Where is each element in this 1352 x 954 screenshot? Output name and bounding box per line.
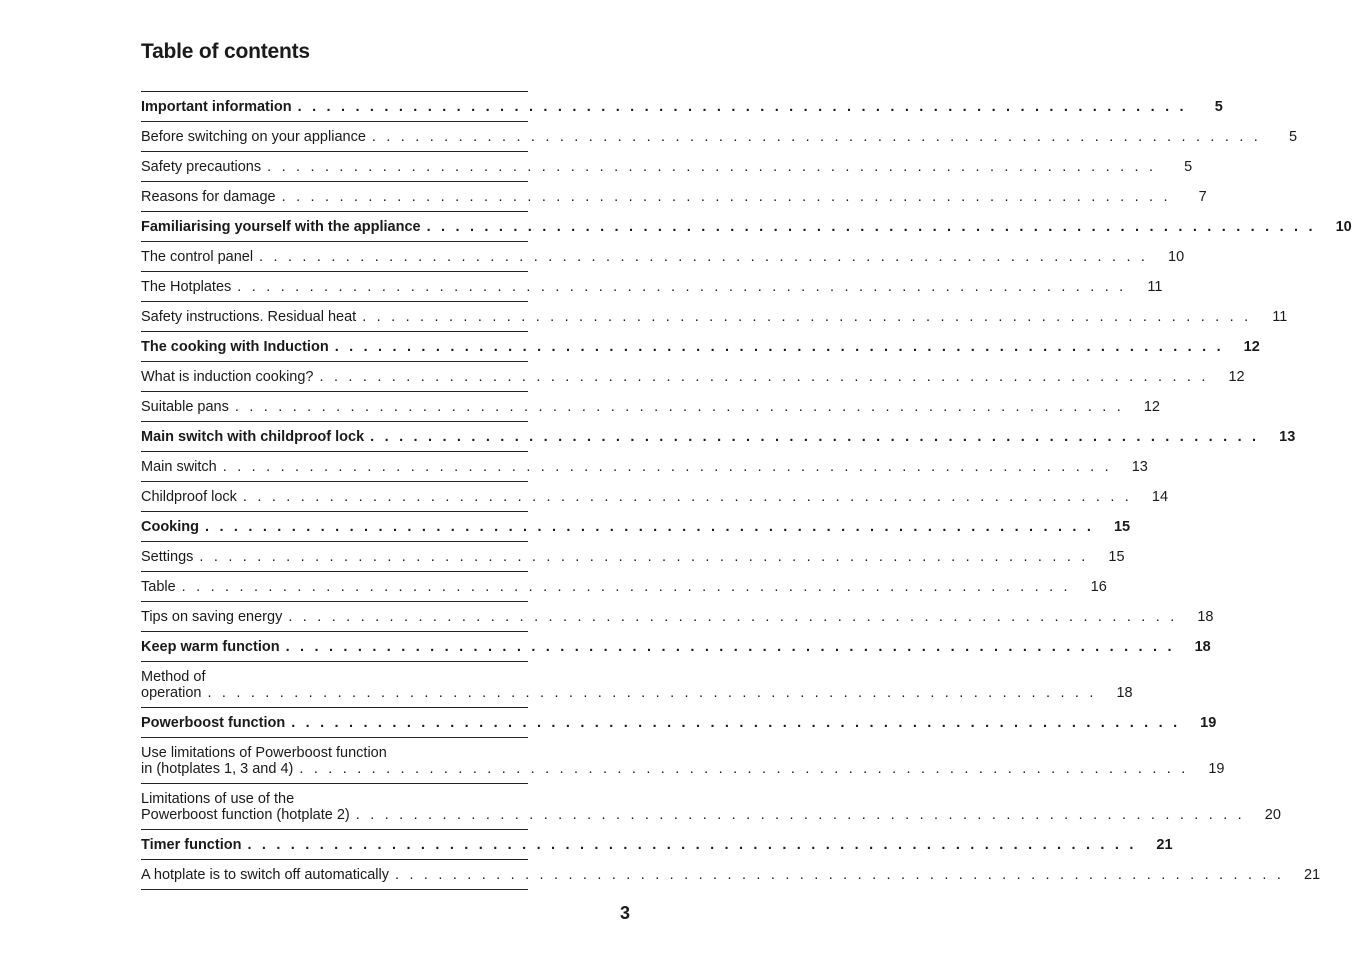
dot-leader: . . . . . . . . . . . . . . . . . . . . . . . . . . . . . . . . . . . . . . . . . . . . . . . . . . . . . . . . . . . . . . bbox=[288, 609, 1178, 625]
toc-page-number: 19 bbox=[1208, 761, 1225, 777]
toc-entry-label: Powerboost function bbox=[141, 715, 286, 731]
toc-entry[interactable] bbox=[141, 122, 1298, 152]
toc-page-number: 18 bbox=[1194, 639, 1211, 655]
toc-entry-label-line: Use limitations of Powerboost function bbox=[141, 745, 387, 761]
toc-entry-label: What is induction cooking? bbox=[141, 369, 314, 385]
toc-entry[interactable] bbox=[141, 860, 1321, 890]
toc-entry-label: Main switch with childproof lock bbox=[141, 429, 365, 445]
toc-entry[interactable] bbox=[141, 602, 1214, 632]
dot-leader: . . . . . . . . . . . . . . . . . . . . . . . . . . . . . . . . . . . . . . . . . . . . . . . . . . . . . . . . . . . . . . bbox=[222, 459, 1112, 475]
toc-page-number: 12 bbox=[1243, 339, 1260, 355]
dot-leader: . . . . . . . . . . . . . . . . . . . . . . . . . . . . . . . . . . . . . . . . . . . . . . . . . . . . . . . . . . . . . . bbox=[281, 189, 1171, 205]
dot-leader: . . . . . . . . . . . . . . . . . . . . . . . . . . . . . . . . . . . . . . . . . . . . . . . . . . . . . . . . . . . . . . bbox=[267, 159, 1157, 175]
toc-page-number: 18 bbox=[1116, 685, 1133, 701]
toc-entry[interactable] bbox=[141, 662, 1133, 708]
toc-entry-label-line: Method of bbox=[141, 669, 206, 685]
toc-entry[interactable] bbox=[141, 152, 1193, 182]
dot-leader: . . . . . . . . . . . . . . . . . . . . . . . . . . . . . . . . . . . . . . . . . . . . . . . . . . . . . . . . . . . . . . bbox=[299, 761, 1189, 777]
dot-leader: . . . . . . . . . . . . . . . . . . . . . . . . . . . . . . . . . . . . . . . . . . . . . . . . . . . . . . . . . . . . . . bbox=[181, 579, 1071, 595]
dot-leader: . . . . . . . . . . . . . . . . . . . . . . . . . . . . . . . . . . . . . . . . . . . . . . . . . . . . . . . . . . . . . . bbox=[234, 399, 1124, 415]
dot-leader: . . . . . . . . . . . . . . . . . . . . . . . . . . . . . . . . . . . . . . . . . . . . . . . . . . . . . . . . . . . . . . bbox=[291, 715, 1181, 731]
toc-section[interactable] bbox=[141, 830, 1173, 860]
toc-page-number: 7 bbox=[1198, 189, 1207, 205]
toc-entry-label: The Hotplates bbox=[141, 279, 232, 295]
table-of-contents bbox=[141, 91, 1352, 890]
toc-page-number: 10 bbox=[1168, 249, 1185, 265]
dot-leader: . . . . . . . . . . . . . . . . . . . . . . . . . . . . . . . . . . . . . . . . . . . . . . . . . . . . . . . . . . . . . . bbox=[394, 867, 1285, 883]
toc-page-number: 5 bbox=[1288, 129, 1298, 145]
toc-page-number: 13 bbox=[1279, 429, 1296, 445]
dot-leader: . . . . . . . . . . . . . . . . . . . . . . . . . . . . . . . . . . . . . . . . . . . . . . . . . . . . . . . . . . . . . . bbox=[355, 807, 1245, 823]
toc-section[interactable] bbox=[141, 92, 1223, 122]
toc-section[interactable] bbox=[141, 708, 1217, 738]
toc-page-number: 20 bbox=[1264, 807, 1281, 823]
toc-entry[interactable] bbox=[141, 572, 1107, 602]
toc-page-number: 15 bbox=[1108, 549, 1125, 565]
toc-page-number: 10 bbox=[1335, 219, 1352, 235]
toc-entry-label: operation bbox=[141, 685, 202, 701]
toc-entry[interactable] bbox=[141, 392, 1160, 422]
toc-page-number: 15 bbox=[1113, 519, 1131, 535]
toc-entry-label: Keep warm function bbox=[141, 639, 280, 655]
toc-page-number: 11 bbox=[1272, 309, 1288, 325]
toc-entry[interactable] bbox=[141, 482, 1169, 512]
dot-leader: . . . . . . . . . . . . . . . . . . . . . . . . . . . . . . . . . . . . . . . . . . . . . . . . . . . . . . . . . . . . . . bbox=[199, 549, 1089, 565]
toc-page-number: 11 bbox=[1147, 279, 1163, 295]
toc-section[interactable] bbox=[141, 632, 1211, 662]
toc-entry[interactable] bbox=[141, 302, 1288, 332]
toc-section[interactable] bbox=[141, 422, 1296, 452]
toc-page-number: 5 bbox=[1214, 99, 1223, 115]
toc-page-number: 5 bbox=[1184, 159, 1193, 175]
toc-page-number: 16 bbox=[1090, 579, 1107, 595]
toc-entry-label: Cooking bbox=[141, 519, 199, 535]
dot-leader: . . . . . . . . . . . . . . . . . . . . . . . . . . . . . . . . . . . . . . . . . . . . . . . . . . . . . . . . . . . . . . bbox=[285, 639, 1175, 655]
dot-leader: . . . . . . . . . . . . . . . . . . . . . . . . . . . . . . . . . . . . . . . . . . . . . . . . . . . . . . . . . . . . . . bbox=[207, 685, 1097, 701]
toc-entry-label: Table bbox=[141, 579, 176, 595]
dot-leader: . . . . . . . . . . . . . . . . . . . . . . . . . . . . . . . . . . . . . . . . . . . . . . . . . . . . . . . . . . . . . . bbox=[247, 837, 1137, 853]
toc-entry[interactable] bbox=[141, 542, 1125, 572]
page-title: Table of contents bbox=[141, 40, 310, 63]
toc-entry-label: Childproof lock bbox=[141, 489, 237, 505]
dot-leader: . . . . . . . . . . . . . . . . . . . . . . . . . . . . . . . . . . . . . . . . . . . . . . . . . . . . . . . . . . . . . . bbox=[334, 339, 1224, 355]
dot-leader: . . . . . . . . . . . . . . . . . . . . . . . . . . . . . . . . . . . . . . . . . . . . . . . . . . . . . . . . . . . . . . bbox=[362, 309, 1252, 325]
toc-entry-label-line: Limitations of use of the bbox=[141, 791, 295, 807]
dot-leader: . . . . . . . . . . . . . . . . . . . . . . . . . . . . . . . . . . . . . . . . . . . . . . . . . . . . . . . . . . . . . . bbox=[426, 219, 1316, 235]
dot-leader: . . . . . . . . . . . . . . . . . . . . . . . . . . . . . . . . . . . . . . . . . . . . . . . . . . . . . . . . . . . . . . bbox=[370, 429, 1260, 445]
toc-entry-label: The cooking with Induction bbox=[141, 339, 329, 355]
toc-entry[interactable] bbox=[141, 452, 1148, 482]
toc-entry[interactable] bbox=[141, 738, 1225, 784]
toc-entry-label: Suitable pans bbox=[141, 399, 229, 415]
page-number: 3 bbox=[620, 903, 631, 923]
toc-section[interactable] bbox=[141, 512, 1131, 542]
toc-section[interactable] bbox=[141, 212, 1352, 242]
toc-page-number: 12 bbox=[1228, 369, 1245, 385]
toc-entry[interactable] bbox=[141, 362, 1245, 392]
toc-entry-label: Reasons for damage bbox=[141, 189, 276, 205]
dot-leader: . . . . . . . . . . . . . . . . . . . . . . . . . . . . . . . . . . . . . . . . . . . . . . . . . . . . . . . . . . . . . . bbox=[205, 519, 1095, 535]
toc-entry-label: Powerboost function (hotplate 2) bbox=[141, 807, 350, 823]
toc-entry-label: Before switching on your appliance bbox=[141, 129, 366, 145]
toc-entry[interactable] bbox=[141, 182, 1207, 212]
toc-entry-label: Settings bbox=[141, 549, 194, 565]
toc-entry[interactable] bbox=[141, 784, 1281, 830]
toc-page-number: 21 bbox=[1156, 837, 1173, 853]
toc-entry-label: A hotplate is to switch off automatically bbox=[141, 867, 389, 883]
toc-entry-label: Timer function bbox=[141, 837, 242, 853]
toc-entry-label: Tips on saving energy bbox=[141, 609, 283, 625]
toc-page-number: 12 bbox=[1143, 399, 1160, 415]
toc-entry-label: Main switch bbox=[141, 459, 217, 475]
toc-page-number: 19 bbox=[1200, 715, 1217, 731]
dot-leader: . . . . . . . . . . . . . . . . . . . . . . . . . . . . . . . . . . . . . . . . . . . . . . . . . . . . . . . . . . . . . . bbox=[297, 99, 1187, 115]
toc-entry-label: Important information bbox=[141, 99, 292, 115]
toc-entry-label: in (hotplates 1, 3 and 4) bbox=[141, 761, 294, 777]
toc-entry-label: Familiarising yourself with the appliance bbox=[141, 219, 421, 235]
toc-entry[interactable] bbox=[141, 242, 1185, 272]
toc-entry[interactable] bbox=[141, 272, 1163, 302]
toc-entry-label: Safety precautions bbox=[141, 159, 262, 175]
toc-page-number: 13 bbox=[1131, 459, 1148, 475]
dot-leader: . . . . . . . . . . . . . . . . . . . . . . . . . . . . . . . . . . . . . . . . . . . . . . . . . . . . . . . . . . . . . . bbox=[319, 369, 1209, 385]
dot-leader: . . . . . . . . . . . . . . . . . . . . . . . . . . . . . . . . . . . . . . . . . . . . . . . . . . . . . . . . . . . . . . bbox=[237, 279, 1127, 295]
toc-page-number: 18 bbox=[1197, 609, 1214, 625]
toc-page-number: 21 bbox=[1303, 867, 1321, 883]
toc-entry-label: The control panel bbox=[141, 249, 254, 265]
dot-leader: . . . . . . . . . . . . . . . . . . . . . . . . . . . . . . . . . . . . . . . . . . . . . . . . . . . . . . . . . . . . . . bbox=[259, 249, 1149, 265]
dot-leader: . . . . . . . . . . . . . . . . . . . . . . . . . . . . . . . . . . . . . . . . . . . . . . . . . . . . . . . . . . . . . . bbox=[371, 129, 1262, 145]
dot-leader: . . . . . . . . . . . . . . . . . . . . . . . . . . . . . . . . . . . . . . . . . . . . . . . . . . . . . . . . . . . . . . bbox=[242, 489, 1133, 505]
toc-section[interactable] bbox=[141, 332, 1260, 362]
toc-page-number: 14 bbox=[1151, 489, 1169, 505]
toc-entry-label: Safety instructions. Residual heat bbox=[141, 309, 357, 325]
